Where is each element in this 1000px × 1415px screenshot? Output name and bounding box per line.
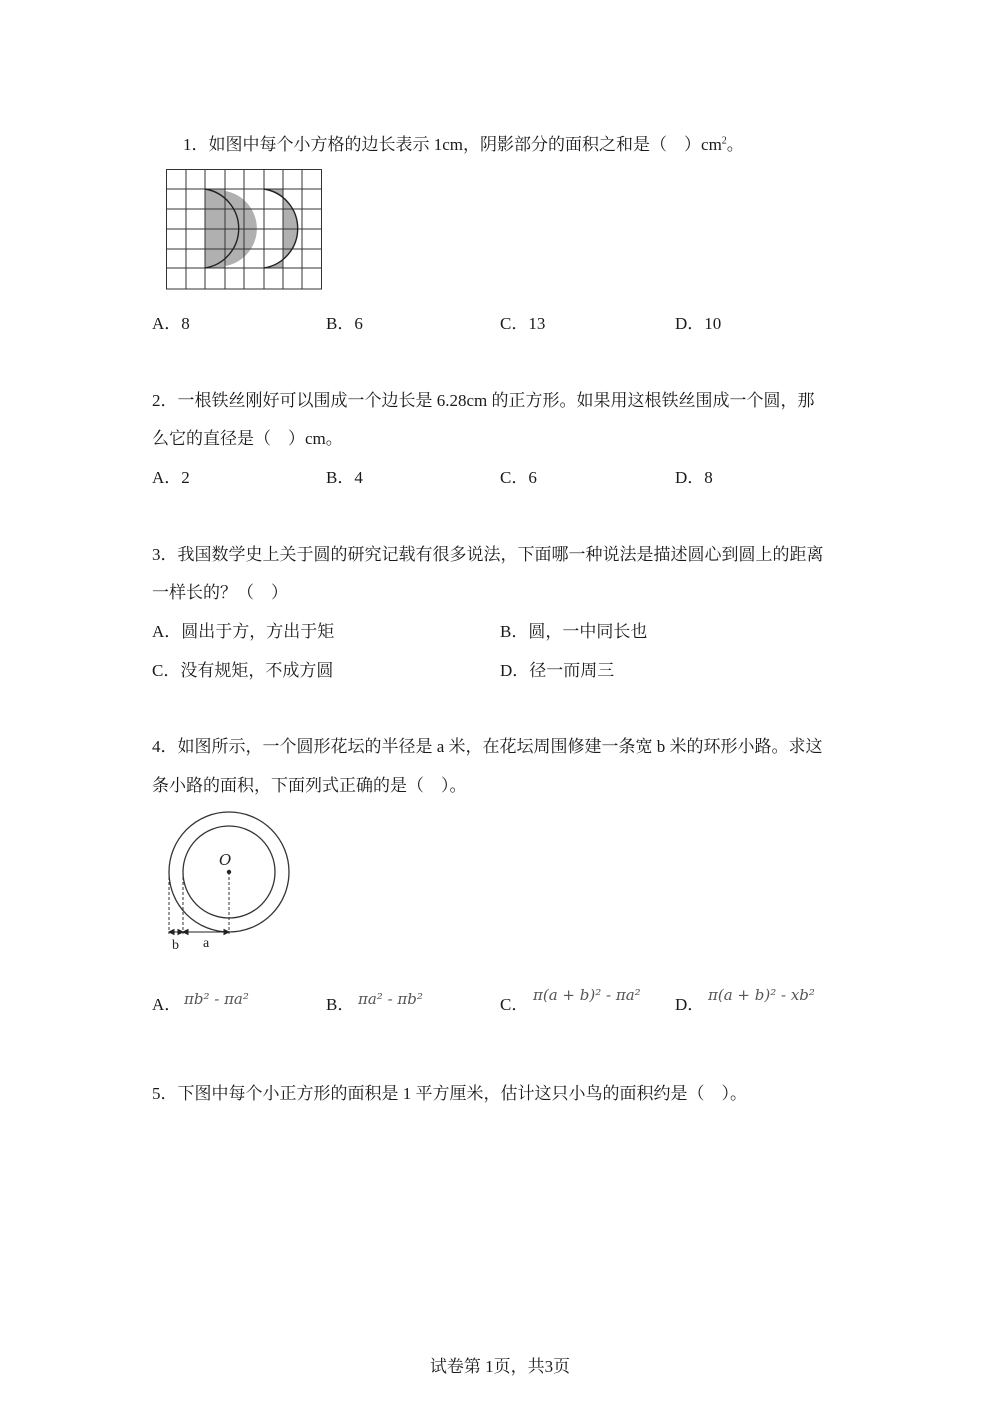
q4-option-d-formula: π(a + b)² - xb² — [708, 986, 815, 1004]
q1-option-c[interactable]: C．13 — [500, 314, 546, 333]
q3-option-a[interactable]: A．圆出于方，方出于矩 — [152, 622, 335, 641]
q3-option-c[interactable]: C．没有规矩，不成方圆 — [152, 661, 334, 680]
q2-stem-line2: 么它的直径是（ ）cm。 — [152, 429, 343, 448]
q4-label-b: b — [172, 938, 179, 953]
q4-option-d-letter: D． — [675, 995, 705, 1014]
q1-stem-text: 1．如图中每个小方格的边长表示 1cm，阴影部分的面积之和是（ ）cm — [183, 135, 722, 154]
q4-option-a-letter: A． — [152, 995, 182, 1014]
q4-label-a: a — [203, 936, 210, 951]
q4-option-a-formula: πb² - πa² — [184, 990, 249, 1008]
q3-stem-line1: 3．我国数学史上关于圆的研究记载有很多说法，下面哪一种说法是描述圆心到圆上的距离 — [152, 545, 824, 564]
q1-option-a[interactable]: A．8 — [152, 314, 190, 333]
q4-option-c-formula: π(a + b)² - πa² — [533, 986, 641, 1004]
q1-stem-end: 。 — [726, 135, 744, 154]
q1-stem — [183, 134, 744, 156]
q1-stem-sup: 2 — [721, 135, 727, 147]
q4-option-a[interactable] — [152, 994, 181, 1016]
q4-center-label: O — [219, 851, 232, 869]
q1-option-d[interactable]: D．10 — [675, 314, 722, 333]
q4-option-b[interactable] — [326, 994, 354, 1016]
q1-grid-figure — [166, 169, 322, 290]
q4-option-b-formula: πa² - πb² — [358, 990, 423, 1008]
q3-option-d[interactable]: D．径一而周三 — [500, 661, 615, 680]
q5-stem: 5．下图中每个小正方形的面积是 1 平方厘米，估计这只小鸟的面积约是（ ）。 — [152, 1084, 747, 1103]
q2-stem-line1: 2．一根铁丝刚好可以围成一个边长是 6.28cm 的正方形。如果用这根铁丝围成一个圆，那 — [152, 391, 815, 410]
q2-option-d[interactable]: D．8 — [675, 468, 713, 487]
q3-option-b[interactable]: B．圆，一中同长也 — [500, 622, 648, 641]
q1-option-b[interactable]: B．6 — [326, 314, 363, 333]
q2-option-a[interactable]: A．2 — [152, 468, 190, 487]
q4-ring-figure — [160, 810, 295, 955]
q2-option-c[interactable]: C．6 — [500, 468, 537, 487]
q4-option-b-letter: B． — [326, 995, 355, 1014]
q4-option-c-letter: C． — [500, 995, 529, 1014]
q4-stem-line2: 条小路的面积，下面列式正确的是（ ）。 — [152, 776, 467, 795]
page-footer: 试卷第 1页，共3页 — [429, 1357, 571, 1376]
q4-option-c[interactable] — [500, 994, 528, 1016]
q4-option-d[interactable] — [675, 994, 704, 1016]
q2-option-b[interactable]: B．4 — [326, 468, 363, 487]
q4-stem-line1: 4．如图所示，一个圆形花坛的半径是 a 米，在花坛周围修建一条宽 b 米的环形小路。求这 — [152, 737, 823, 756]
q3-stem-line2: 一样长的？（ ） — [152, 583, 288, 602]
